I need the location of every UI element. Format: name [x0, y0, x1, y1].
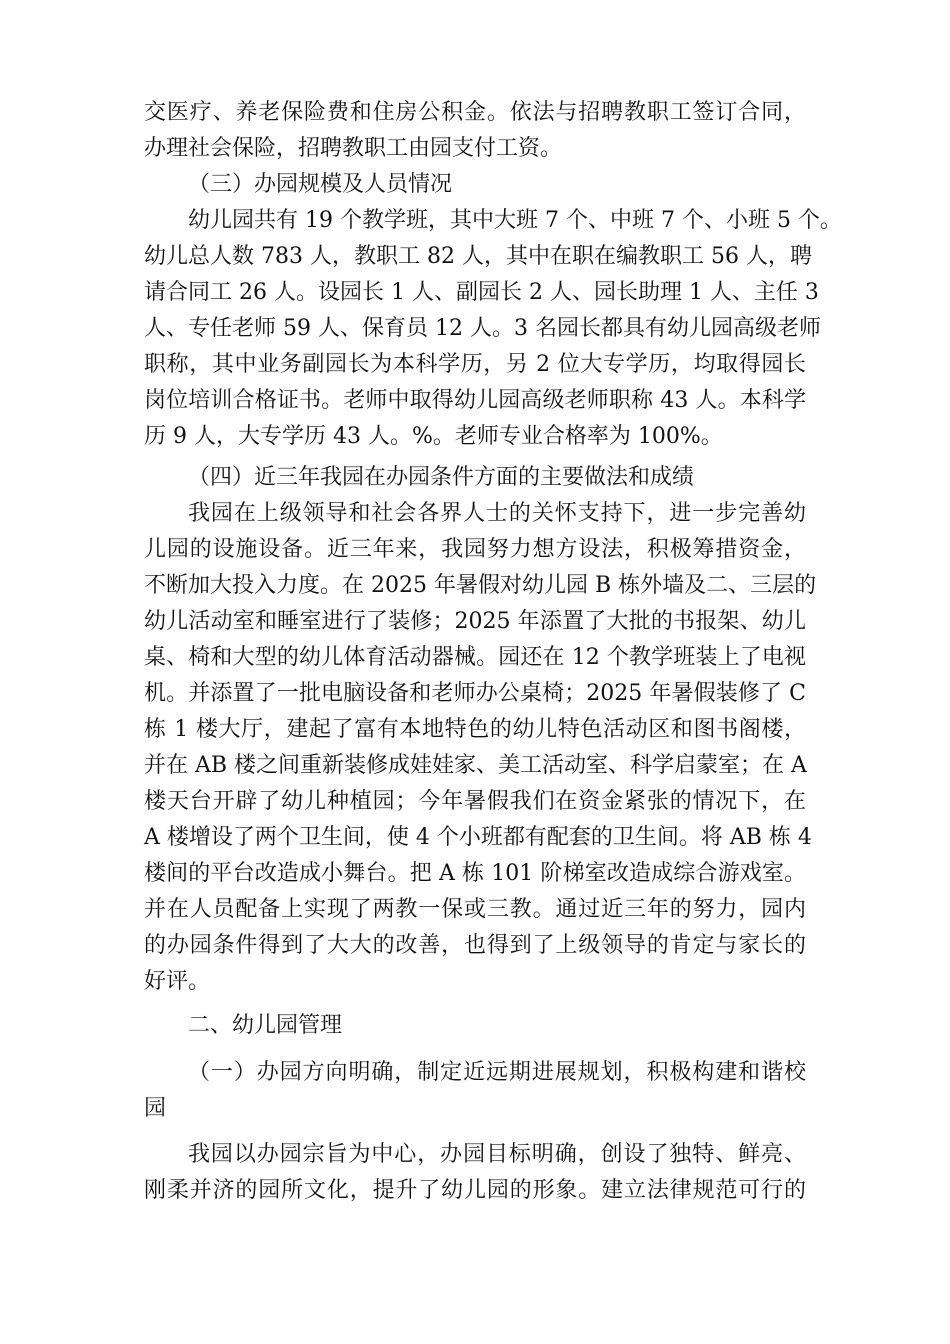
text-line: 幼儿总人数 783 人，教职工 82 人，其中在职在编教职工 56 人，聘	[144, 244, 812, 269]
text-line: 历 9 人，大专学历 43 人。%。老师专业合格率为 100%。	[144, 424, 723, 449]
subsection-heading: （一）办园方向明确，制定近远期进展规划，积极构建和谐校	[188, 1060, 806, 1085]
text-line: 并在 AB 楼之间重新装修成娃娃家、美工活动室、科学启蒙室；在 A	[144, 753, 807, 778]
text-line: 我园以办园宗旨为中心，办园目标明确，创设了独特、鲜亮、	[188, 1142, 806, 1167]
text-line: 好评。	[144, 969, 211, 994]
text-line: 职称，其中业务副园长为本科学历，另 2 位大专学历，均取得园长	[144, 352, 806, 377]
section-heading: （三）办园规模及人员情况	[188, 172, 453, 197]
text-line: 刚柔并济的园所文化，提升了幼儿园的形象。建立法律规范可行的	[144, 1178, 806, 1203]
section-heading: 二、幼儿园管理	[188, 1013, 343, 1038]
text-line: 幼儿园共有 19 个教学班，其中大班 7 个、中班 7 个、小班 5 个。	[188, 208, 842, 233]
text-line: 岗位培训合格证书。老师中取得幼儿园高级老师职称 43 人。本科学	[144, 388, 806, 413]
subsection-heading-continued: 园	[144, 1096, 167, 1121]
text-line: 我园在上级领导和社会各界人士的关怀支持下，进一步完善幼	[188, 501, 806, 526]
text-line: 幼儿活动室和睡室进行了装修；2025 年添置了大批的书报架、幼儿	[144, 609, 806, 634]
text-line: 楼天台开辟了幼儿种植园；今年暑假我们在资金紧张的情况下，在	[144, 789, 806, 814]
text-line: 机。并添置了一批电脑设备和老师办公桌椅；2025 年暑假装修了 C	[144, 681, 806, 706]
text-line: 的办园条件得到了大大的改善，也得到了上级领导的肯定与家长的	[144, 933, 806, 958]
text-line: 不断加大投入力度。在 2025 年暑假对幼儿园 B 栋外墙及二、三层的	[144, 573, 817, 598]
section-heading: （四）近三年我园在办园条件方面的主要做法和成绩	[188, 465, 695, 490]
text-line: 桌、椅和大型的幼儿体育活动器械。园还在 12 个教学班装上了电视	[144, 645, 806, 670]
text-line: 交医疗、养老保险费和住房公积金。依法与招聘教职工签订合同，	[144, 100, 806, 125]
text-line: 请合同工 26 人。设园长 1 人、副园长 2 人、园长助理 1 人、主任 3	[144, 280, 819, 305]
text-line: A 楼增设了两个卫生间，使 4 个小班都有配套的卫生间。将 AB 栋 4	[144, 825, 812, 850]
text-line: 楼间的平台改造成小舞台。把 A 栋 101 阶梯室改造成综合游戏室。	[144, 861, 806, 886]
text-line: 人、专任老师 59 人、保育员 12 人。3 名园长都具有幼儿园高级老师	[144, 316, 821, 341]
text-line: 儿园的设施设备。近三年来，我园努力想方设法，积极筹措资金，	[144, 537, 806, 562]
text-line: 并在人员配备上实现了两教一保或三教。通过近三年的努力，园内	[144, 897, 806, 922]
text-line: 办理社会保险，招聘教职工由园支付工资。	[144, 136, 563, 161]
text-line: 栋 1 楼大厅，建起了富有本地特色的幼儿特色活动区和图书阁楼，	[144, 717, 806, 742]
